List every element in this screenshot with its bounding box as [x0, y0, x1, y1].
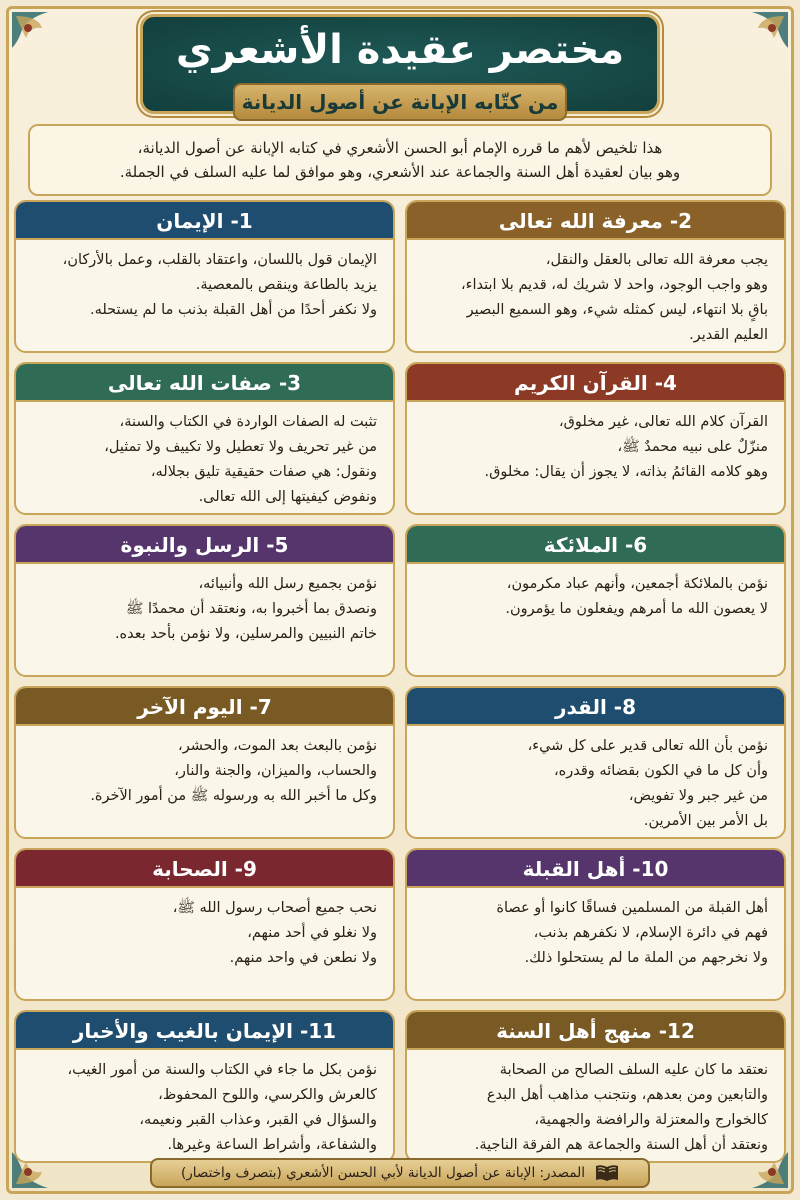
topic-card-line: والحساب، والميزان، والجنة والنار،	[174, 763, 377, 779]
topic-card-line: بل الأمر بين الأمرين.	[643, 813, 768, 829]
topic-card-line: تثبت له الصفات الواردة في الكتاب والسنة،	[119, 414, 377, 430]
corner-ornament-icon	[8, 8, 78, 78]
topic-card-line: والشفاعة، وأشراط الساعة وغيرها.	[167, 1137, 377, 1153]
topic-card-title: 3- صفات الله تعالى	[16, 364, 393, 402]
topic-card-line: يزيد بالطاعة وينقص بالمعصية.	[195, 277, 377, 293]
topic-card-line: كالعرش والكرسي، واللوح المحفوظ،	[158, 1087, 377, 1103]
topic-card-line: نؤمن بالبعث بعد الموت، والحشر،	[178, 738, 377, 754]
topic-card-line: نحب جميع أصحاب رسول الله ﷺ،	[172, 900, 377, 916]
topic-card-line: ونعتقد أن أهل السنة والجماعة هم الفرقة الناجية.	[474, 1137, 768, 1153]
topic-card-body	[16, 1050, 393, 1163]
topic-card	[14, 200, 395, 353]
topic-card-title: 6- الملائكة	[407, 526, 784, 564]
topic-card-line: وكل ما أخبر الله به ورسوله ﷺ من أمور الآخرة.	[90, 788, 377, 804]
topic-card-line: يجب معرفة الله تعالى بالعقل والنقل،	[545, 252, 768, 268]
topic-card	[405, 1010, 786, 1163]
header-banner	[140, 14, 660, 114]
topic-card-line: من غير تحريف ولا تعطيل ولا تكييف ولا تمثيل،	[104, 439, 377, 455]
topic-card-title: 8- القدر	[407, 688, 784, 726]
topic-card-title: 12- منهج أهل السنة	[407, 1012, 784, 1050]
topic-card-line: نعتقد ما كان عليه السلف الصالح من الصحابة	[499, 1062, 768, 1078]
topic-card-line: نؤمن بالملائكة أجمعين، وأنهم عباد مكرمون،	[506, 576, 768, 592]
topic-card-line: ولا نخرجهم من الملة ما لم يستحلوا ذلك.	[524, 950, 768, 966]
topic-card-line: من غير جبر ولا تفويض،	[628, 788, 768, 804]
page-subtitle: من كتّابه الإبانة عن أصول الديانة	[233, 83, 567, 121]
topic-card-body	[407, 1050, 784, 1163]
topic-card	[405, 686, 786, 839]
topic-card	[405, 200, 786, 353]
intro-box	[28, 124, 772, 196]
book-icon	[595, 1164, 619, 1182]
topic-card-body	[16, 402, 393, 515]
topic-card-title: 4- القرآن الكريم	[407, 364, 784, 402]
topic-card-line: أهل القبلة من المسلمين فساقًا كانوا أو عصاة	[496, 900, 768, 916]
topic-card	[14, 848, 395, 1001]
page-title: مختصر عقيدة الأشعري	[175, 27, 625, 73]
topic-card	[14, 686, 395, 839]
topic-card-line: القرآن كلام الله تعالى، غير مخلوق،	[559, 414, 768, 430]
intro-line: وهو بيان لعقيدة أهل السنة والجماعة عند الأشعري، وهو موافق لما عليه السلف في الجملة.	[119, 163, 681, 181]
topic-card-line: باقٍ بلا انتهاء، ليس كمثله شيء، وهو السميع البصير	[466, 302, 768, 318]
topic-card	[14, 362, 395, 515]
topic-card-line: نؤمن بكل ما جاء في الكتاب والسنة من أمور الغيب،	[67, 1062, 377, 1078]
topic-card-line: وهو كلامه القائمُ بذاته، لا يجوز أن يقال: مخلوق.	[484, 464, 768, 480]
corner-ornament-icon	[722, 8, 792, 78]
topic-card-line: ونقول: هي صفات حقيقية تليق بجلاله،	[150, 464, 377, 480]
topic-card-title: 1- الإيمان	[16, 202, 393, 240]
topic-card-line: نؤمن بأن الله تعالى قدير على كل شيء،	[527, 738, 768, 754]
topic-card-line: ولا نغلو في أحد منهم،	[247, 925, 377, 941]
topic-card-title: 9- الصحابة	[16, 850, 393, 888]
topic-card-line: فهم في دائرة الإسلام، لا نكفرهم بذنب،	[533, 925, 768, 941]
source-text: المصدر: الإبانة عن أصول الديانة لأبي الحسن الأشعري (بتصرف واختصار)	[180, 1165, 586, 1181]
topic-card-line: منزّلٌ على نبيه محمدٌ ﷺ،	[617, 439, 768, 455]
topic-card-line: الإيمان قول باللسان، واعتقاد بالقلب، وعمل بالأركان،	[62, 252, 377, 268]
topic-card-line: وهو واجب الوجود، واحد لا شريك له، قديم بلا ابتداء،	[460, 277, 768, 293]
topic-card	[405, 848, 786, 1001]
topic-card-line: وأن كل ما في الكون بقضائه وقدره،	[553, 763, 768, 779]
topic-card	[405, 524, 786, 677]
topic-card-body	[16, 726, 393, 817]
topic-card-line: خاتم النبيين والمرسلين، ولا نؤمن بأحد بعده.	[114, 626, 377, 642]
topic-card-title: 7- اليوم الآخر	[16, 688, 393, 726]
topic-card-title: 11- الإيمان بالغيب والأخبار	[16, 1012, 393, 1050]
source-footer	[150, 1158, 650, 1188]
topic-card-body	[407, 240, 784, 353]
topic-card-body	[16, 564, 393, 655]
topic-card-body	[407, 888, 784, 979]
topic-card-body	[407, 402, 784, 493]
topic-card-body	[407, 564, 784, 630]
topic-card-line: لا يعصون الله ما أمرهم ويفعلون ما يؤمرون.	[505, 601, 768, 617]
topic-card-line: كالخوارج والمعتزلة والرافضة والجهمية،	[534, 1112, 768, 1128]
topics-grid	[14, 200, 786, 1163]
topic-card-body	[16, 888, 393, 979]
topic-card-title: 5- الرسل والنبوة	[16, 526, 393, 564]
topic-card-line: ولا نطعن في واحد منهم.	[229, 950, 377, 966]
topic-card-title: 2- معرفة الله تعالى	[407, 202, 784, 240]
topic-card-line: العليم القدير.	[689, 327, 768, 343]
topic-card-line: ونصدق بما أخبروا به، ونعتقد أن محمدًا ﷺ	[125, 601, 377, 617]
topic-card	[14, 524, 395, 677]
topic-card	[405, 362, 786, 515]
topic-card-body	[16, 240, 393, 331]
topic-card-body	[407, 726, 784, 839]
topic-card-line: نؤمن بجميع رسل الله وأنبيائه،	[198, 576, 377, 592]
topic-card-line: والسؤال في القبر، وعذاب القبر ونعيمه،	[139, 1112, 377, 1128]
topic-card	[14, 1010, 395, 1163]
topic-card-line: والتابعين ومن بعدهم، ونتجنب مذاهب أهل البدع	[486, 1087, 768, 1103]
topic-card-line: ونفوض كيفيتها إلى الله تعالى.	[198, 489, 377, 505]
topic-card-line: ولا نكفر أحدًا من أهل القبلة بذنب ما لم يستحله.	[89, 302, 377, 318]
intro-line: هذا تلخيص لأهم ما قرره الإمام أبو الحسن الأشعري في كتابه الإبانة عن أصول الديانة،	[137, 139, 663, 157]
topic-card-title: 10- أهل القبلة	[407, 850, 784, 888]
